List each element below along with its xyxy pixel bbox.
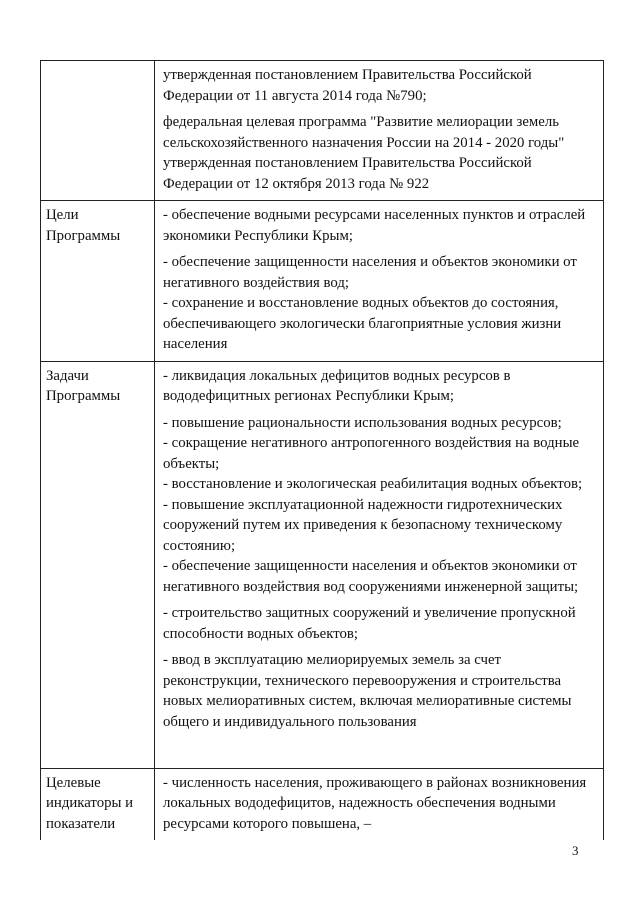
- table-row: [41, 201, 604, 362]
- content-paragraph: - повышение эксплуатационной надежности гидротехнических сооружений путем их приведения к безопасному техническому состоянию;: [163, 496, 563, 554]
- row-label: Задачи Программы: [41, 361, 155, 768]
- content-paragraph: - обеспечение водными ресурсами населенных пунктов и отраслей экономики Республики Крым;: [163, 207, 586, 244]
- table-row: [41, 61, 604, 201]
- content-paragraph: - повышение рациональности использования водных ресурсов;: [163, 414, 562, 431]
- row-label: [41, 61, 155, 201]
- content-paragraph: - строительство защитных сооружений и увеличение пропускной способности водных объектов;: [163, 605, 576, 642]
- row-label: Цели Программы: [41, 201, 155, 362]
- table-row: [41, 768, 604, 840]
- content-paragraph: - восстановление и экологическая реабилитация водных объектов;: [163, 476, 583, 492]
- content-paragraph: - сохранение и восстановление водных объектов до состояния, обеспечивающего экологически благоприятные условия жизни населения: [163, 295, 562, 352]
- page-number: 3: [572, 843, 579, 858]
- content-paragraph: - обеспечение защищенности населения и объектов экономики от негативного воздействия вод;: [163, 254, 577, 291]
- row-content: [155, 361, 604, 768]
- content-paragraph: - обеспечение защищенности населения и объектов экономики от негативного воздействия вод сооружениями инженерной защиты;: [163, 558, 579, 595]
- row-content: [155, 61, 604, 201]
- row-label: Целевые индикаторы и показатели: [41, 768, 155, 840]
- content-paragraph: - сокращение негативного антропогенного воздействия на водные объекты;: [163, 435, 580, 472]
- content-paragraph: - численность населения, проживающего в районах возникновения локальных вододефицитов, надежность обеспечения водными ресурсами которого повышена, –: [163, 774, 587, 832]
- row-content: [155, 768, 604, 840]
- row-content: [155, 201, 604, 362]
- content-paragraph: федеральная целевая программа "Развитие мелиорации земель сельскохозяйственного назначения России на 2014 - 2020 годы" утвержденная постановлением Правительства Российской Федерации от 12 октября 2013 года № 922: [163, 114, 565, 192]
- content-paragraph: утвержденная постановлением Правительства Российской Федерации от 11 августа 2014 года №790;: [163, 67, 532, 104]
- content-paragraph: - ввод в эксплуатацию мелиорируемых земель за счет реконструкции, технического перевооружения и строительства новых мелиоративных систем, включая мелиоративные системы общего и индивидуального пользования: [163, 652, 572, 730]
- table-row: [41, 361, 604, 768]
- content-paragraph: - ликвидация локальных дефицитов водных ресурсов в вододефицитных регионах Республики Крым;: [163, 367, 511, 404]
- program-passport-table: [40, 60, 604, 840]
